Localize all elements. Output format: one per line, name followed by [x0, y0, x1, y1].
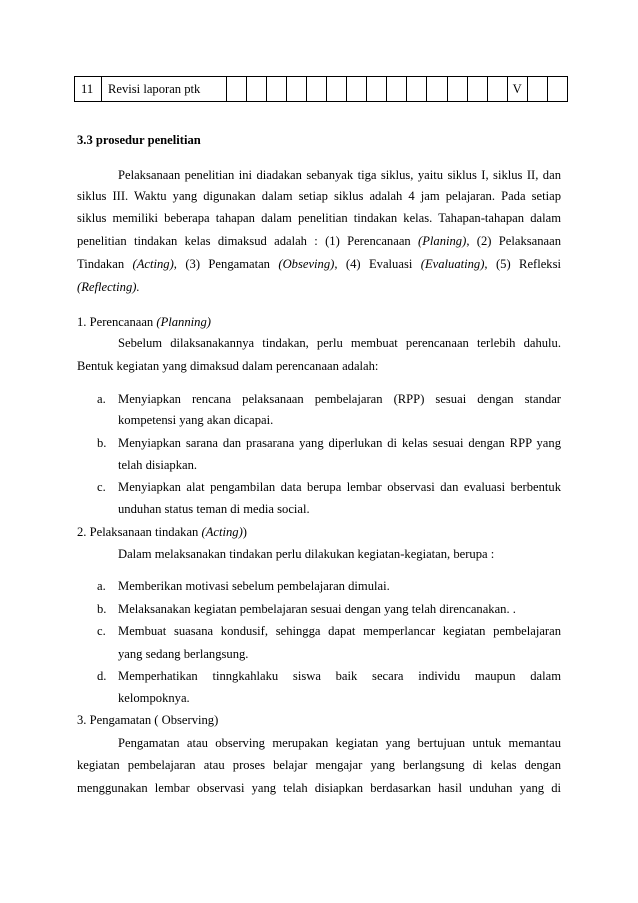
week-cell — [467, 77, 487, 102]
step-body-line: menggunakan lembar observasi yang telah disiapkan berdasarkan hasil unduhan yang di — [77, 781, 561, 795]
week-cell — [267, 77, 287, 102]
list-item-text: Melaksanakan kegiatan pembelajaran sesuai dengan yang telah direncanakan. . — [118, 602, 516, 616]
week-cell — [427, 77, 447, 102]
week-cell — [407, 77, 427, 102]
section-heading: 3.3 prosedur penelitian — [77, 133, 201, 147]
week-cell — [347, 77, 367, 102]
table-row — [75, 77, 568, 102]
step-heading: 3. Pengamatan ( Observing) — [77, 713, 219, 727]
list-item-text: Menyiapkan rencana pelaksanaan pembelajaran (RPP) sesuai dengan standar — [118, 392, 561, 406]
list-marker: b. — [97, 436, 107, 450]
week-cell — [327, 77, 347, 102]
list-item — [97, 670, 561, 683]
list-item-text: Menyiapkan sarana dan prasarana yang diperlukan di kelas sesuai dengan RPP yang — [118, 436, 561, 450]
list-marker: d. — [97, 669, 107, 683]
list-item — [97, 580, 561, 593]
intro-line: siklus III. Waktu yang digunakan dalam setiap siklus adalah 4 jam pelajaran. Pada setiap — [77, 189, 561, 203]
step-body-line: Pengamatan atau observing merupakan kegiatan yang bertujuan untuk memantau — [118, 736, 561, 750]
intro-line: Tindakan (Acting), (3) Pengamatan (Obseving), (4) Evaluasi (Evaluating), (5) Refleksi — [77, 257, 562, 271]
list-item-text: Memberikan motivasi sebelum pembelajaran dimulai. — [118, 579, 390, 593]
intro-line: Pelaksanaan penelitian ini diadakan sebanyak tiga siklus, yaitu siklus I, siklus II, dan — [118, 168, 561, 182]
schedule-table — [74, 76, 568, 102]
week-cell — [227, 77, 247, 102]
list-marker: c. — [97, 480, 106, 494]
activity-cell: Revisi laporan ptk — [102, 77, 227, 102]
week-cell — [527, 77, 547, 102]
list-marker: a. — [97, 579, 106, 593]
week-cell — [287, 77, 307, 102]
list-item-continuation: kelompoknya. — [118, 691, 190, 705]
list-item-text: Memperhatikan tinngkahlaku siswa baik secara individu maupun dalam — [118, 669, 561, 683]
step-body-line: Dalam melaksanakan tindakan perlu dilakukan kegiatan-kegiatan, berupa : — [118, 547, 495, 561]
step-body-line: Bentuk kegiatan yang dimaksud dalam perencanaan adalah: — [77, 359, 379, 373]
intro-line: (Reflecting). — [77, 280, 140, 294]
week-cell — [307, 77, 327, 102]
step-heading: 2. Pelaksanaan tindakan (Acting)) — [77, 525, 247, 539]
week-cell — [387, 77, 407, 102]
week-cell — [367, 77, 387, 102]
step-heading: 1. Perencanaan (Planning) — [77, 315, 211, 329]
week-cell — [487, 77, 507, 102]
list-item — [97, 437, 561, 450]
step-body-line: Sebelum dilaksanakannya tindakan, perlu membuat perencanaan terlebih dahulu. — [118, 336, 561, 350]
list-marker: a. — [97, 392, 106, 406]
list-item-text: Membuat suasana kondusif, sehingga dapat memperlancar kegiatan pembelajaran — [118, 624, 561, 638]
week-cell — [247, 77, 267, 102]
week-cell — [547, 77, 567, 102]
intro-line: penelitian tindakan kelas dimaksud adalah : (1) Perencanaan (Planing), (2) Pelaksanaan — [77, 234, 562, 248]
list-item — [97, 625, 561, 638]
list-item — [97, 603, 561, 616]
list-item-continuation: unduhan status teman di media social. — [118, 502, 310, 516]
list-item-continuation: kompetensi yang akan dicapai. — [118, 413, 274, 427]
list-marker: c. — [97, 624, 106, 638]
list-item — [97, 481, 561, 494]
list-item-continuation: telah disiapkan. — [118, 458, 198, 472]
week-cell-checked: V — [507, 77, 527, 102]
week-cell — [447, 77, 467, 102]
row-number: 11 — [75, 77, 102, 102]
intro-line: siklus memiliki beberapa tahapan dalam penelitian tindakan kelas. Tahapan-tahapan dalam — [77, 211, 561, 225]
list-marker: b. — [97, 602, 107, 616]
list-item — [97, 393, 561, 406]
step-body-line: kegiatan pembelajaran atau proses belajar mengajar yang berlangsung di kelas dengan — [77, 758, 561, 772]
list-item-continuation: yang sedang berlangsung. — [118, 647, 249, 661]
list-item-text: Menyiapkan alat pengambilan data berupa lembar observasi dan evaluasi berbentuk — [118, 480, 561, 494]
